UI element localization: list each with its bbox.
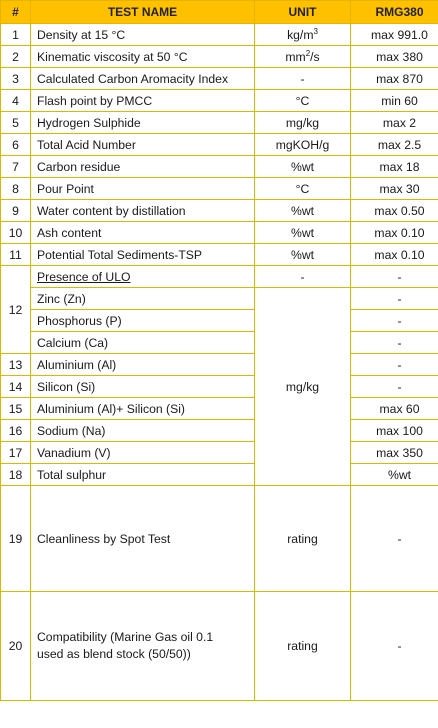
spec-value: - [351,310,438,332]
test-name: Carbon residue [31,156,255,178]
table-row [1,90,438,112]
table-row [1,222,438,244]
table-row [1,178,438,200]
unit-cell [255,46,351,68]
unit-cell: %wt [255,156,351,178]
unit-text-tail: /s [310,49,320,64]
unit-cell: %wt [255,200,351,222]
table-row [1,112,438,134]
test-name: Hydrogen Sulphide [31,112,255,134]
table-row [1,592,438,701]
table-row [1,464,438,486]
spec-value: max 991.0 [351,24,438,46]
spec-value: - [351,592,438,701]
unit-text: kg/m [287,27,314,42]
table-row [1,244,438,266]
table-row [1,46,438,68]
test-name: Sodium (Na) [31,420,255,442]
row-number: 19 [1,486,31,592]
row-number: 15 [1,398,31,420]
table-row [1,376,438,398]
table-row [1,134,438,156]
unit-cell: - [255,266,351,288]
row-number: 16 [1,420,31,442]
test-name: Ash content [31,222,255,244]
table-row [1,310,438,332]
unit-cell: mg/kg [255,112,351,134]
test-name-line-2: used as blend stock (50/50)) [37,647,191,661]
table-row [1,24,438,46]
unit-cell: - [255,68,351,90]
unit-superscript: 2 [305,48,311,58]
spec-value: max 100 [351,420,438,442]
test-name-line-1: Compatibility (Marine Gas oil 0.1 [37,630,214,644]
row-number: 13 [1,354,31,376]
test-name: Density at 15 °C [31,24,255,46]
row-number: 18 [1,464,31,486]
row-number: 14 [1,376,31,398]
row-number: 5 [1,112,31,134]
table-row [1,420,438,442]
unit-cell: rating [255,486,351,592]
table-row [1,200,438,222]
row-number: 9 [1,200,31,222]
test-name: Zinc (Zn) [31,288,255,310]
table-row [1,332,438,354]
table-header-row [1,1,438,24]
table-row [1,486,438,592]
test-name: Vanadium (V) [31,442,255,464]
row-number: 10 [1,222,31,244]
unit-superscript: 3 [313,26,318,36]
unit-cell: °C [255,178,351,200]
spec-value: max 18 [351,156,438,178]
row-number: 20 [1,592,31,701]
row-number: 7 [1,156,31,178]
spec-value: min 60 [351,90,438,112]
test-name: Kinematic viscosity at 50 °C [31,46,255,68]
test-name: Pour Point [31,178,255,200]
test-name: Calcium (Ca) [31,332,255,354]
test-name: Aluminium (Al)+ Silicon (Si) [31,398,255,420]
row-number: 1 [1,24,31,46]
spec-value: max 0.50 [351,200,438,222]
unit-cell: %wt [255,244,351,266]
spec-value: - [351,266,438,288]
row-number: 11 [1,244,31,266]
spec-value: - [351,332,438,354]
row-number: 12 [1,266,31,354]
row-number: 3 [1,68,31,90]
spec-value: max 0.10 [351,222,438,244]
row-number: 17 [1,442,31,464]
spec-value: max 2.5 [351,134,438,156]
test-name: Flash point by PMCC [31,90,255,112]
table-row [1,398,438,420]
unit-cell: mg/kg [255,288,351,486]
test-name: Potential Total Sediments-TSP [31,244,255,266]
unit-cell: rating [255,592,351,701]
unit-text: mm [285,49,306,64]
spec-value: - [351,486,438,592]
spec-value: max 30 [351,178,438,200]
unit-cell: %wt [351,464,438,486]
test-name: Phosphorus (P) [31,310,255,332]
row-number: 4 [1,90,31,112]
spec-value: max 2 [351,112,438,134]
spec-value: max 870 [351,68,438,90]
test-name: Aluminium (Al) [31,354,255,376]
row-number: 2 [1,46,31,68]
spec-value: - [351,354,438,376]
table-row [1,266,438,288]
row-number: 8 [1,178,31,200]
header-number: # [1,1,31,24]
spec-value: - [351,376,438,398]
spec-value: max 60 [351,398,438,420]
unit-cell: °C [255,90,351,112]
test-name: Water content by distillation [31,200,255,222]
header-spec: RMG380 [351,1,438,24]
unit-cell: %wt [255,222,351,244]
spec-value: max 350 [351,442,438,464]
test-name: Total Acid Number [31,134,255,156]
spec-value: max 0.10 [351,244,438,266]
test-name [31,592,255,701]
table-row [1,68,438,90]
test-name: Presence of ULO [31,266,255,288]
test-name: Cleanliness by Spot Test [31,486,255,592]
test-name: Total sulphur [31,464,255,486]
header-test-name: TEST NAME [31,1,255,24]
table-row [1,354,438,376]
unit-cell [255,24,351,46]
spec-value: - [351,288,438,310]
table-row [1,288,438,310]
test-name: Calculated Carbon Aromacity Index [31,68,255,90]
unit-cell: mgKOH/g [255,134,351,156]
row-number: 6 [1,134,31,156]
table-row [1,442,438,464]
spec-value: max 380 [351,46,438,68]
header-unit: UNIT [255,1,351,24]
test-name: Silicon (Si) [31,376,255,398]
table-row [1,156,438,178]
